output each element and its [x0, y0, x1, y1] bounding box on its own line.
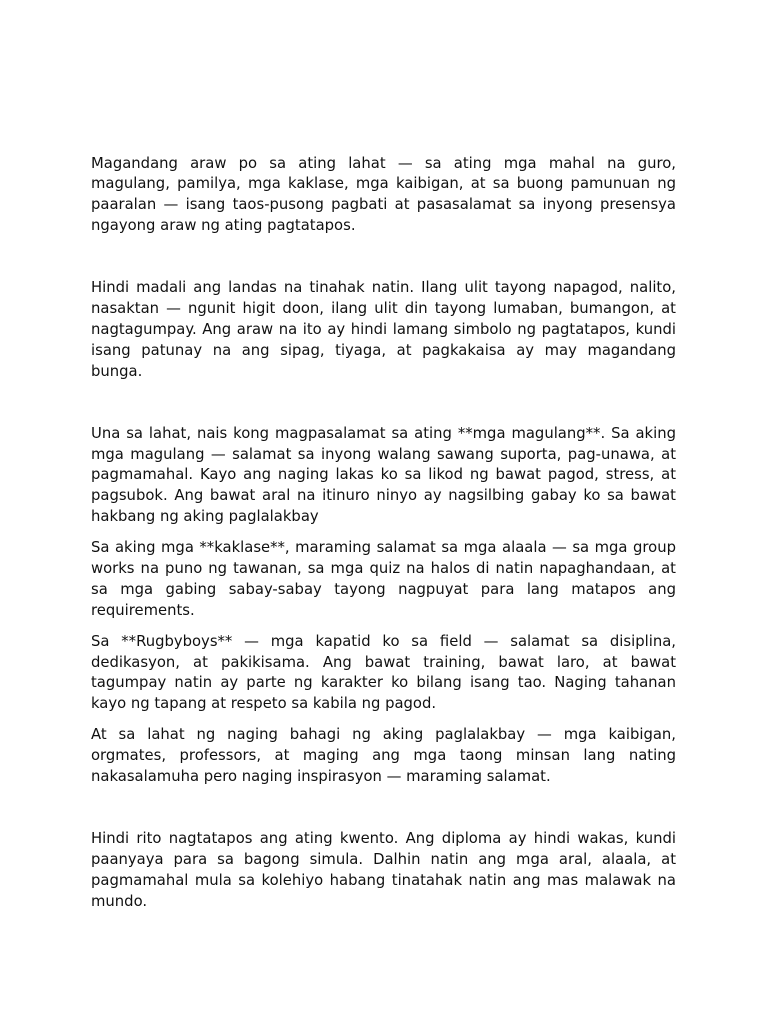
paragraph-line: paaralan — isang taos-pusong pagbati at pasasalamat sa inyong presensya [91, 196, 676, 214]
paragraph-line: kayo ng tapang at respeto sa kabila ng pagod. [91, 695, 437, 713]
paragraph-line: At sa lahat ng naging bahagi ng aking paglalakbay — mga kaibigan, [91, 726, 676, 744]
paragraph-line: pagmamahal. Kayo ang naging lakas ko sa likod ng bawat pagod, stress, at [91, 466, 676, 484]
paragraph-line: pagmamahal mula sa kolehiyo habang tinatahak natin ang mas malawak na [91, 871, 676, 889]
paragraph-line: Magandang araw po sa ating lahat — sa ating mga mahal na guro, [91, 154, 676, 172]
document-body [91, 154, 676, 923]
paragraph-classmates [91, 538, 676, 621]
paragraph-line: mga magulang — salamat sa inyong walang sawang suporta, pag-unawa, at [91, 445, 676, 463]
paragraph-line: Hindi madali ang landas na tinahak natin. Ilang ulit tayong napagod, nalito, [91, 279, 676, 297]
paragraph-line: requirements. [91, 601, 195, 619]
paragraph-line: sa mga gabing sabay-sabay tayong nagpuyat para lang matapos ang [91, 580, 676, 598]
paragraph-journey [91, 278, 676, 382]
paragraph-greeting [91, 154, 676, 237]
paragraph-line: works na puno ng tawanan, sa mga quiz na halos di natin napaghandaan, at [91, 559, 676, 577]
paragraph-line: pagsubok. Ang bawat aral na itinuro ninyo ay nagsilbing gabay ko sa bawat [91, 487, 676, 505]
paragraph-line: magulang, pamilya, mga kaklase, mga kaibigan, at sa buong pamunuan ng [91, 175, 676, 193]
paragraph-line: bunga. [91, 362, 143, 380]
paragraph-line: mundo. [91, 892, 148, 910]
paragraph-line: Una sa lahat, nais kong magpasalamat sa ating **mga magulang**. Sa aking [91, 424, 676, 442]
paragraph-line: hakbang ng aking paglalakbay [91, 508, 319, 526]
paragraph-line: ngayong araw ng ating pagtatapos. [91, 217, 356, 235]
paragraph-everyone [91, 725, 676, 788]
paragraph-line: Hindi rito nagtatapos ang ating kwento. Ang diploma ay hindi wakas, kundi [91, 830, 676, 847]
paragraph-line: orgmates, professors, at maging ang mga taong minsan lang nating [91, 747, 676, 765]
paragraph-parents [91, 424, 676, 528]
paragraph-line: nasaktan — ngunit higit doon, ilang ulit din tayong lumaban, bumangon, at [91, 300, 676, 318]
paragraph-line: tagumpay natin ay parte ng karakter ko bilang isang tao. Naging tahanan [91, 674, 676, 692]
paragraph-line: Sa **Rugbyboys** — mga kapatid ko sa field — salamat sa disiplina, [91, 632, 676, 650]
paragraph-line: dedikasyon, at pakikisama. Ang bawat training, bawat laro, at bawat [91, 653, 676, 671]
paragraph-line: nakasalamuha pero naging inspirasyon — maraming salamat. [91, 767, 551, 785]
paragraph-line: nagtagumpay. Ang araw na ito ay hindi lamang simbolo ng pagtatapos, kundi [91, 320, 676, 338]
paragraph-line: isang patunay na ang sipag, tiyaga, at pagkakaisa ay may magandang [91, 341, 676, 359]
paragraph-teammates [91, 632, 676, 715]
paragraph-closing [91, 829, 676, 912]
paragraph-line: Sa aking mga **kaklase**, maraming salamat sa mga alaala — sa mga group [91, 539, 676, 557]
paragraph-line: paanyaya para sa bagong simula. Dalhin natin ang mga aral, alaala, at [91, 850, 676, 868]
